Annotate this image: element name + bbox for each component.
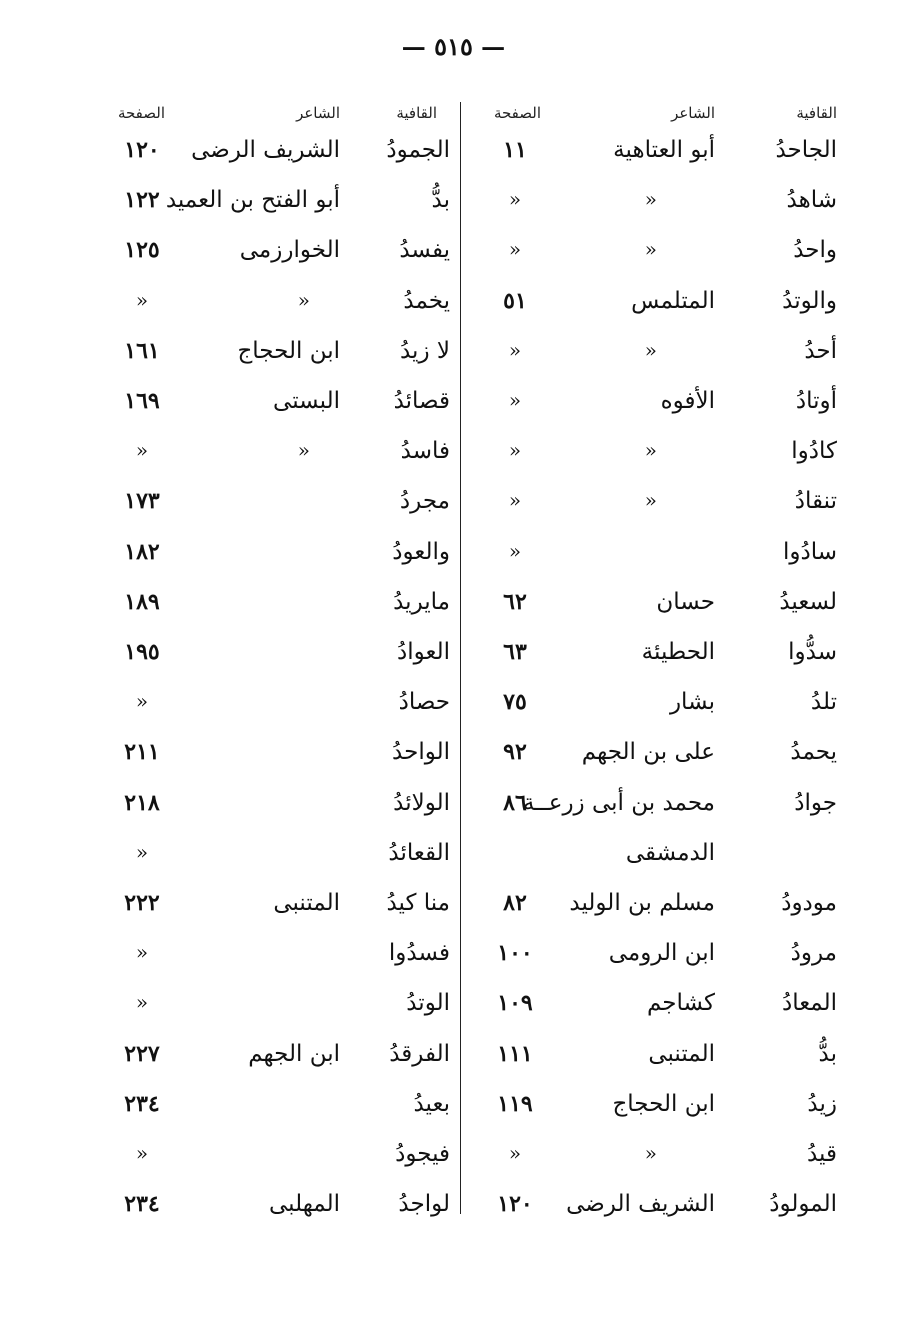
left-poet-cell: ابن الجهم [248, 1040, 340, 1067]
left-rhyme-cell: يفسدُ [399, 237, 450, 264]
right-rhyme-cell: تنقادُ [794, 488, 837, 515]
left-poet-cell: المتنبى [273, 890, 340, 916]
left-page-cell: ١٧٣ [124, 488, 160, 515]
right-poet-cell: بشار [669, 689, 715, 716]
right-rhyme-cell: المولودُ [769, 1191, 837, 1218]
right-rhyme-cell: لسعيدُ [779, 588, 837, 615]
left-page-cell: ٢٣٤ [124, 1090, 160, 1117]
right-page-cell: ٧٥ [503, 689, 527, 716]
right-page-cell: « [508, 538, 522, 563]
right-rhyme-cell: مرودُ [790, 940, 837, 967]
table-row [0, 187, 907, 237]
left-page-cell: ١٩٥ [124, 639, 160, 665]
right-poet-cell: كشاجم [646, 990, 715, 1017]
table-row [0, 990, 907, 1040]
left-rhyme-cell: الوتدُ [406, 990, 450, 1017]
right-poet-cell: « [644, 337, 657, 362]
left-page-cell: « [135, 940, 149, 965]
left-page-cell: ٢١١ [124, 739, 160, 766]
left-page-cell: ١٢٠ [124, 137, 160, 163]
right-page-cell: ٥١ [503, 287, 527, 314]
left-page-cell: ١٦٩ [124, 388, 160, 414]
left-poet-cell: المهلبى [268, 1191, 340, 1218]
right-rhyme-cell: واحدُ [793, 237, 837, 264]
left-page-cell: « [135, 990, 149, 1015]
right-rhyme-cell: كادُوا [791, 438, 837, 465]
table-row [0, 438, 907, 488]
left-poet-cell: الخوارزمى [239, 237, 340, 264]
right-poet-cell: ابن الحجاج [612, 1090, 715, 1117]
left-rhyme-cell: لا زيدُ [399, 337, 450, 364]
header-right-page: الصفحة [493, 104, 541, 122]
table-row [0, 639, 907, 689]
right-rhyme-cell: جوادُ [794, 789, 837, 816]
right-poet-cell: « [644, 438, 657, 463]
table-row [0, 890, 907, 940]
table-row [0, 589, 907, 639]
header-left-poet: الشاعر [296, 104, 340, 122]
left-page-cell: ١٨٩ [124, 588, 160, 615]
right-poet-cell: ابن الرومى [608, 940, 715, 967]
header-left-rhyme: القافية [396, 104, 437, 122]
right-poet-cell: الأفوه [660, 388, 715, 414]
right-page-cell: ٦٢ [503, 588, 527, 615]
right-rhyme-cell: أحدُ [804, 337, 837, 364]
left-rhyme-cell: يخمدُ [403, 287, 450, 314]
right-rhyme-cell: قيدُ [806, 1141, 837, 1167]
right-page-cell: ١١١ [497, 1040, 533, 1067]
left-rhyme-cell: مايريدُ [393, 588, 450, 615]
table-row [0, 739, 907, 789]
right-poet-cell: مسلم بن الوليد [569, 890, 715, 916]
left-rhyme-cell: الواحدُ [392, 739, 450, 766]
right-page-cell: « [508, 488, 522, 513]
table-row [0, 388, 907, 438]
right-poet-cell: الدمشقى [625, 839, 715, 866]
left-page-cell: « [135, 438, 149, 463]
left-page-cell: ٢٢٧ [124, 1040, 160, 1067]
left-page-cell: ١٨٢ [124, 538, 160, 565]
right-page-cell: ٨٦ [503, 789, 527, 816]
left-rhyme-cell: لواجدُ [398, 1191, 450, 1218]
left-rhyme-cell: الفرقدُ [389, 1040, 450, 1067]
right-page-cell: ٦٣ [503, 639, 527, 665]
table-row [0, 1041, 907, 1091]
right-poet-cell: « [644, 187, 657, 212]
header-right-poet: الشاعر [671, 104, 715, 122]
left-rhyme-cell: القعائدُ [388, 839, 450, 866]
left-rhyme-cell: حصادُ [398, 689, 450, 716]
right-page-cell: ١٠٠ [497, 940, 533, 967]
left-page-cell: « [135, 689, 149, 714]
left-rhyme-cell: العوادُ [396, 639, 450, 665]
left-poet-cell: الشريف الرضى [191, 137, 340, 163]
right-poet-cell: المتنبى [648, 1040, 715, 1067]
left-rhyme-cell: مجردُ [399, 488, 450, 515]
left-rhyme-cell: منا كيدُ [386, 890, 450, 916]
right-rhyme-cell: مودودُ [781, 890, 837, 916]
right-poet-cell: الشريف الرضى [566, 1191, 715, 1218]
left-page-cell: ١٢٥ [124, 237, 160, 264]
right-page-cell: « [508, 1141, 522, 1165]
right-rhyme-cell: سادُوا [782, 538, 837, 565]
left-rhyme-cell: فيجودُ [395, 1141, 450, 1167]
table-row [0, 539, 907, 589]
left-page-cell: ١٢٢ [124, 187, 160, 214]
right-rhyme-cell: المعادُ [781, 990, 837, 1017]
table-row [0, 940, 907, 990]
left-page-cell: ٢٣٤ [124, 1191, 160, 1218]
right-rhyme-cell: والوتدُ [782, 287, 837, 314]
table-row [0, 1191, 907, 1241]
right-rhyme-cell: زيدُ [807, 1090, 837, 1117]
right-page-cell: ١٢٠ [497, 1191, 533, 1218]
left-poet-cell: « [297, 287, 310, 312]
left-rhyme-cell: فاسدُ [400, 438, 450, 465]
left-rhyme-cell: فسدُوا [388, 940, 450, 967]
right-page-cell: ٩٢ [503, 739, 527, 766]
page-number: — ٥١٥ — [401, 32, 506, 61]
right-page-cell: ١١٩ [497, 1090, 533, 1117]
right-page-cell: « [508, 187, 522, 212]
table-row [0, 790, 907, 840]
left-page-cell: « [135, 839, 149, 864]
left-rhyme-cell: بعيدُ [413, 1090, 450, 1117]
left-rhyme-cell: قصائدُ [393, 388, 450, 414]
right-page-cell: ١١ [503, 137, 527, 163]
table-row [0, 488, 907, 538]
left-rhyme-cell: والعودُ [392, 538, 450, 565]
right-poet-cell: الحطيئة [641, 639, 715, 665]
right-rhyme-cell: بدُّ [818, 1040, 837, 1067]
right-rhyme-cell: يحمدُ [790, 739, 837, 766]
right-page-cell: « [508, 337, 522, 362]
right-page-cell: « [508, 237, 522, 262]
left-poet-cell: ابن الحجاج [237, 337, 340, 364]
left-page-cell: ١٦١ [124, 337, 160, 364]
left-page-cell: « [135, 1141, 149, 1165]
table-row [0, 1141, 907, 1191]
table-row [0, 1091, 907, 1141]
header-left-page: الصفحة [117, 104, 165, 122]
right-poet-cell: « [644, 237, 657, 262]
table-row [0, 840, 907, 890]
left-rhyme-cell: الجمودُ [386, 137, 450, 163]
table-row [0, 689, 907, 739]
left-page-cell: ٢٢٢ [124, 890, 160, 916]
table-row [0, 237, 907, 287]
left-page-cell: « [135, 287, 149, 312]
right-page-cell: « [508, 438, 522, 463]
right-poet-cell: على بن الجهم [581, 739, 715, 766]
left-rhyme-cell: بدُّ [431, 187, 450, 214]
left-page-cell: ٢١٨ [124, 789, 160, 816]
right-rhyme-cell: أوتادُ [795, 388, 837, 414]
left-poet-cell: أبو الفتح بن العميد [165, 187, 340, 214]
table-row [0, 137, 907, 187]
left-poet-cell: « [297, 438, 310, 463]
header-right-rhyme: القافية [796, 104, 837, 122]
left-rhyme-cell: الولائدُ [393, 789, 450, 816]
right-rhyme-cell: سدُّوا [788, 639, 837, 665]
left-poet-cell: البستى [273, 388, 340, 414]
right-poet-cell: حسان [656, 588, 715, 615]
table-row [0, 288, 907, 338]
right-poet-cell: « [644, 1141, 657, 1165]
right-rhyme-cell: تلدُ [810, 689, 837, 716]
right-rhyme-cell: الجاحدُ [775, 137, 837, 163]
table-row [0, 338, 907, 388]
right-page-cell: ٨٢ [503, 890, 527, 916]
right-page-cell: « [508, 388, 522, 412]
right-poet-cell: محمد بن أبى زرعــة [522, 789, 715, 816]
right-poet-cell: أبو العتاهية [613, 137, 715, 163]
right-poet-cell: « [644, 488, 657, 513]
right-page-cell: ١٠٩ [497, 990, 533, 1017]
right-poet-cell: المتلمس [631, 287, 715, 314]
right-rhyme-cell: شاهدُ [786, 187, 837, 214]
